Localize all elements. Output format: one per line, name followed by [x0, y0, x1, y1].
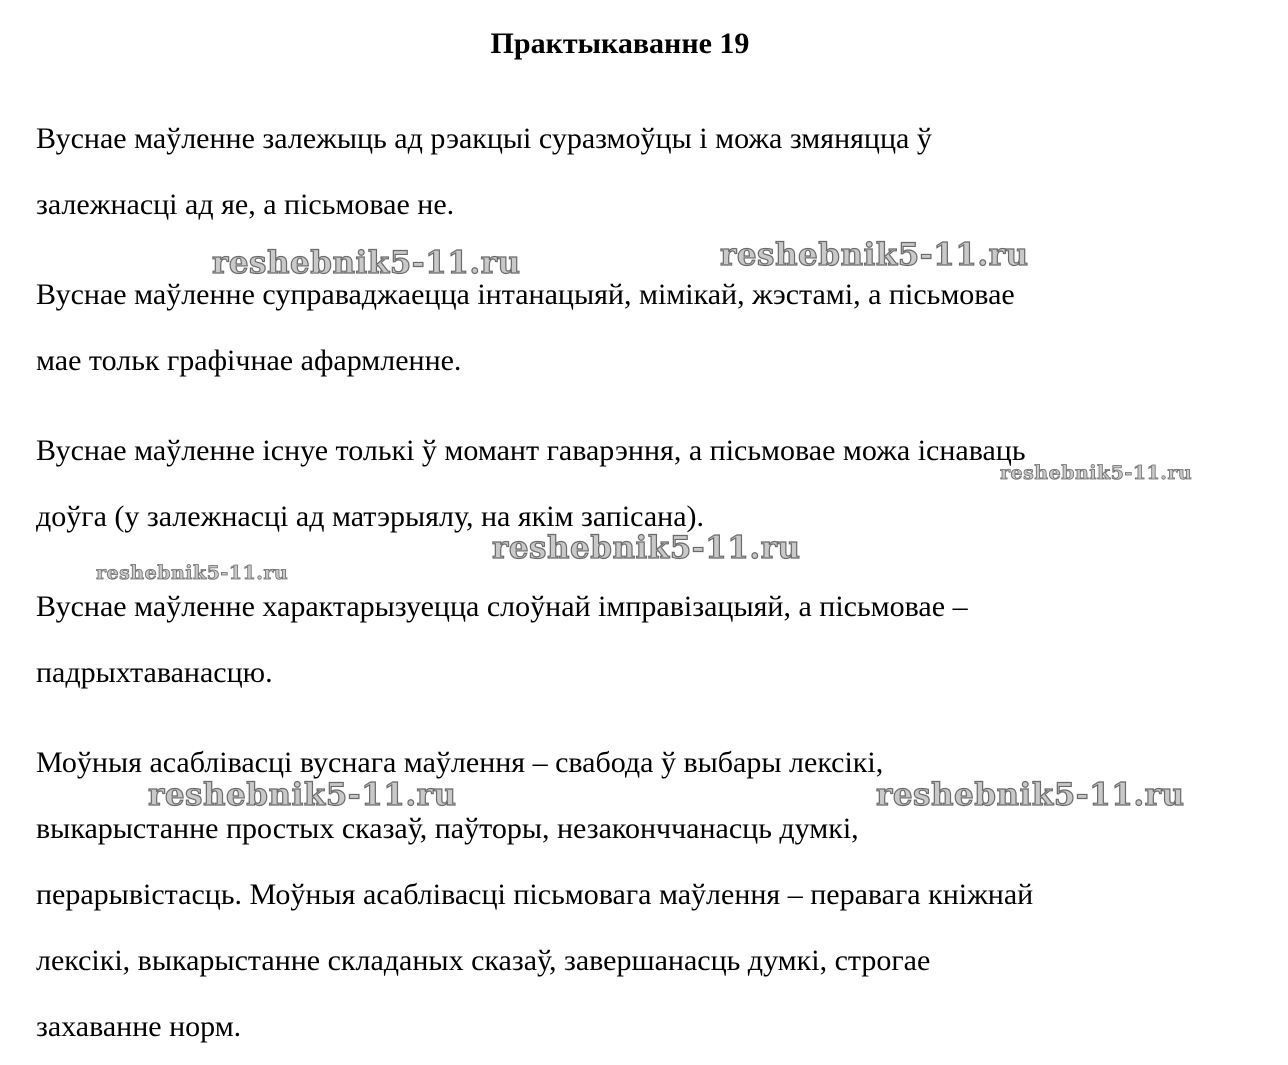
watermark: reshebnik5-11.ru — [492, 530, 801, 566]
paragraph-5-line-2: выкарыстанне простых сказаў, паўторы, незаконччанасць думкі, — [36, 812, 859, 845]
paragraph-5-line-4: лексікі, выкарыстанне складаных сказаў, завершанасць думкі, строгае — [36, 944, 931, 977]
watermark: reshebnik5-11.ru — [876, 777, 1185, 813]
paragraph-2-line-2: мае тольк графічнае афармленне. — [36, 344, 462, 377]
watermark: reshebnik5-11.ru — [212, 245, 521, 281]
paragraph-5-line-1: Моўныя асаблівасці вуснага маўлення – свабода ў выбары лексікі, — [36, 746, 884, 779]
watermark: reshebnik5-11.ru — [1000, 462, 1193, 484]
paragraph-3-line-1: Вуснае маўленне існуе толькі ў момант гаварэння, а пісьмовае можа існаваць — [36, 434, 1026, 467]
paragraph-3-line-2: доўга (у залежнасці ад матэрыялу, на якім запісана). — [36, 500, 705, 533]
paragraph-5-line-3: перарывістасць. Моўныя асаблівасці пісьмовага маўлення – перавага кніжнай — [36, 878, 1034, 911]
page-title: Практыкаванне 19 — [490, 27, 750, 60]
paragraph-1-line-1: Вуснае маўленне залежыць ад рэакцыі суразмоўцы і можа змяняцца ў — [36, 122, 932, 155]
watermark: reshebnik5-11.ru — [720, 237, 1029, 273]
paragraph-2 — [36, 262, 1236, 394]
paragraph-1 — [36, 106, 1236, 238]
paragraph-5-line-5: захаванне норм. — [36, 1010, 242, 1043]
paragraph-2-line-1: Вуснае маўленне суправаджаецца інтанацыяй, мімікай, жэстамі, а пісьмовае — [36, 278, 1015, 311]
watermark: reshebnik5-11.ru — [96, 562, 289, 584]
paragraph-3 — [36, 418, 1236, 550]
paragraph-4-line-1: Вуснае маўленне характарызуецца слоўнай імправізацыяй, а пісьмовае – — [36, 590, 968, 623]
paragraph-4-line-2: падрыхтаванасцю. — [36, 656, 273, 689]
paragraph-5 — [36, 730, 1236, 1060]
paragraph-1-line-2: залежнасці ад яе, а пісьмовае не. — [36, 188, 455, 221]
paragraph-4 — [36, 574, 1236, 706]
watermark: reshebnik5-11.ru — [148, 777, 457, 813]
